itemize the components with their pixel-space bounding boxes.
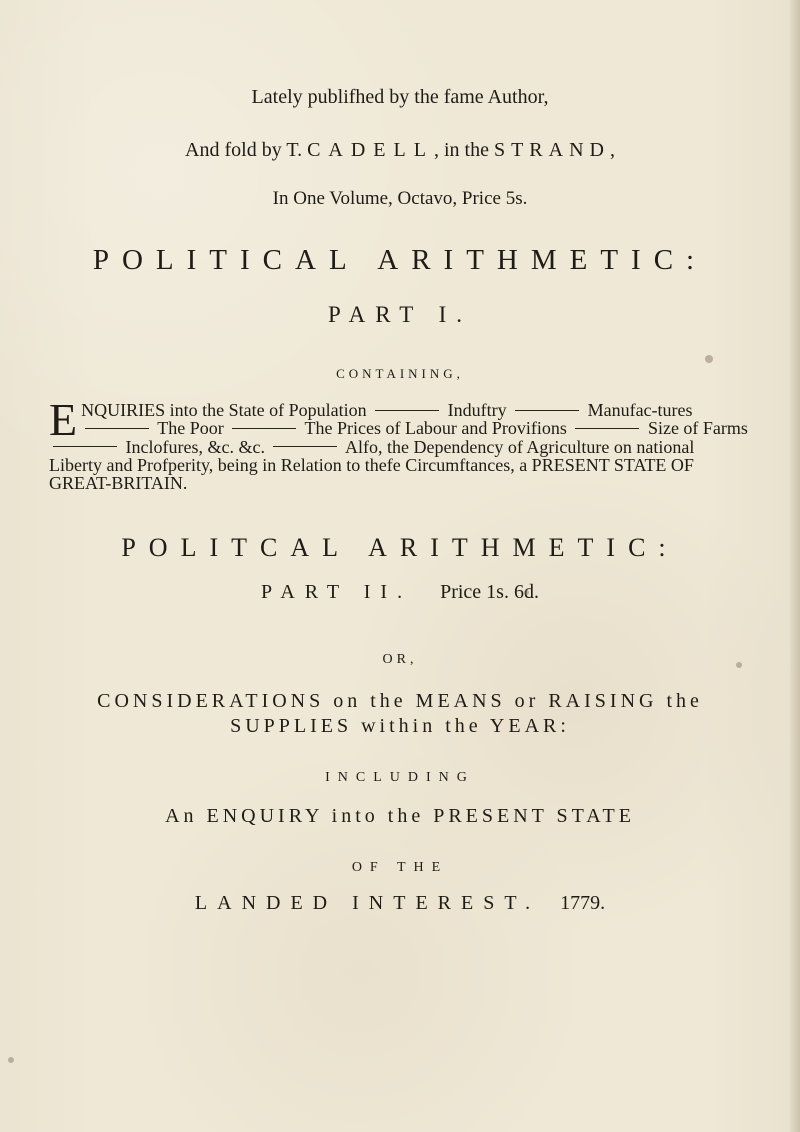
description-segment-4: The Poor	[157, 418, 224, 439]
publication-year: 1779.	[560, 892, 606, 914]
part-one-title-text: POLITICAL ARITHMETIC:	[92, 244, 708, 276]
ink-speck	[524, 590, 529, 595]
publisher-suffix: in the	[443, 139, 489, 161]
description-segment-5: The Prices of Labour and Provifions	[304, 418, 567, 439]
part-two-label-line	[0, 581, 800, 604]
part-two-label-text: PART II.	[261, 581, 413, 603]
drop-cap-letter: E	[49, 394, 78, 445]
of-the-heading-text: OF THE	[351, 860, 449, 875]
enquiry-line-text: An ENQUIRY into the PRESENT STATE	[165, 805, 635, 827]
description-segment-7: Inclofures, &c. &c.	[125, 436, 265, 457]
description-segment-3: Manufac-tures	[587, 400, 693, 420]
enquiry-line	[0, 805, 800, 828]
part-one-label	[0, 302, 800, 328]
dash-separator	[232, 428, 296, 429]
containing-heading-text: CONTAINING,	[336, 366, 464, 381]
dash-separator	[515, 410, 579, 411]
of-the-heading	[0, 860, 800, 876]
publication-notice-line-2	[0, 139, 800, 162]
publisher-place-comma: ,	[609, 139, 615, 161]
part-one-description	[49, 394, 749, 494]
considerations-line-2-text: SUPPLIES within the YEAR:	[230, 715, 570, 737]
publication-notice-line-1	[0, 86, 800, 109]
or-heading	[0, 652, 800, 668]
dash-separator	[375, 410, 439, 411]
dash-separator	[53, 446, 117, 447]
publisher-name: CADELL	[307, 139, 434, 161]
dash-separator	[575, 428, 639, 429]
including-heading	[0, 770, 800, 786]
landed-interest-line	[0, 892, 800, 915]
page-edge-shadow	[790, 0, 800, 1132]
publisher-comma: ,	[433, 139, 439, 161]
part-one-title	[0, 244, 800, 277]
publisher-place: STRAND	[493, 139, 610, 161]
publication-notice-line-1-text: Lately publifhed by the fame Author,	[251, 86, 549, 108]
volume-price-line	[0, 188, 800, 210]
part-two-price: Price 1s. 6d.	[440, 581, 539, 603]
dash-separator	[273, 446, 337, 447]
description-segment-1: NQUIRIES into the State of Population	[81, 400, 367, 420]
or-heading-text: OR,	[382, 652, 418, 667]
part-one-label-text: PART I.	[327, 302, 473, 327]
description-segment-8: Alfo, the Dependency of Agriculture on national Liberty and Profperity, being in Relation to thefe Circumftances, a PRESENT STATE OF GREAT-BRITAIN.	[49, 436, 695, 494]
including-heading-text: INCLUDING	[325, 770, 475, 785]
publisher-prefix: And fold by T.	[185, 139, 303, 161]
part-two-title-text: POLITCAL ARITHMETIC:	[121, 533, 679, 562]
part-two-title	[0, 533, 800, 563]
volume-price-text: In One Volume, Octavo, Price 5s.	[272, 188, 528, 209]
description-segment-2: Induftry	[447, 400, 507, 420]
containing-heading	[0, 366, 800, 382]
ink-speck	[8, 1057, 14, 1063]
ink-speck	[736, 662, 742, 668]
dash-separator	[85, 428, 149, 429]
considerations-line-1	[0, 690, 800, 713]
considerations-line-1-text: CONSIDERATIONS on the MEANS or RAISING the	[97, 690, 703, 712]
ink-speck	[705, 355, 713, 363]
description-segment-6: Size of Farms	[647, 418, 748, 439]
considerations-line-2	[0, 715, 800, 738]
landed-interest-text: LANDED INTEREST.	[194, 892, 541, 914]
